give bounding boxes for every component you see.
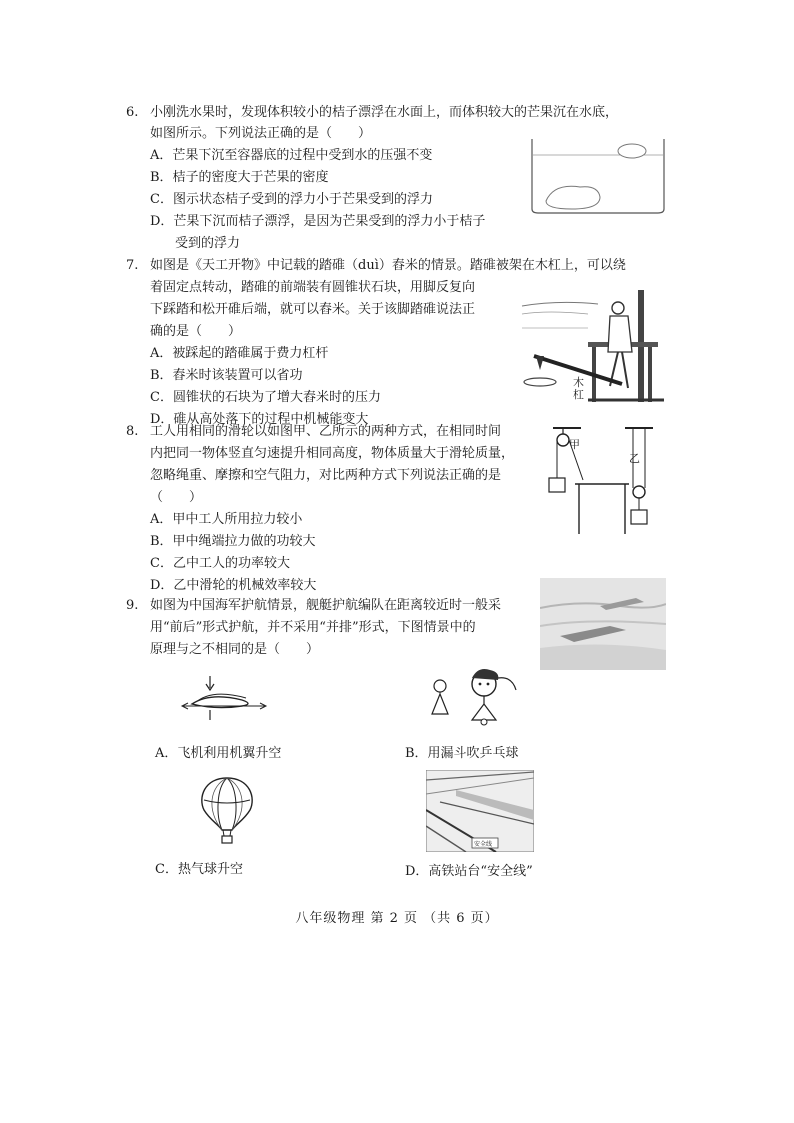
q6-option-a: A．芒果下沉至容器底的过程中受到水的压强不变 — [150, 148, 433, 163]
q9-stem-line-1: 如图为中国海军护航情景，舰艇护航编队在距离较近时一般采 — [150, 598, 502, 613]
q9-safety-line-tag: 安全线 — [474, 841, 493, 848]
q8-stem-line-2: 内把同一物体竖直匀速提升相同高度，物体质量大于滑轮质量， — [150, 446, 515, 461]
q9-option-d: D．高铁站台“安全线” — [405, 864, 533, 879]
q9-option-b: B．用漏斗吹乒乓球 — [405, 746, 519, 761]
q9-funnel-figure — [428, 664, 520, 726]
q6-stem-line-2: 如图所示。下列说法正确的是（ ） — [150, 126, 372, 141]
q7-figure-label-2: 杠 — [573, 388, 584, 401]
q6-option-b: B．桔子的密度大于芒果的密度 — [150, 170, 329, 185]
q8-option-d: D．乙中滑轮的机械效率较大 — [150, 578, 317, 593]
q7-stem-line-3: 下踩踏和松开碓后端，就可以舂米。关于该脚踏碓说法正 — [150, 302, 476, 317]
q8-label-yi: 乙 — [629, 452, 640, 465]
q9-option-c: C．热气球升空 — [155, 862, 243, 877]
q9-airfoil-figure — [180, 674, 268, 722]
q6-option-d-cont: 受到的浮力 — [175, 236, 241, 251]
q9-navy-escort-photo — [540, 578, 666, 670]
q7-figure-label-1: 木 — [573, 376, 584, 389]
q6-option-c: C．图示状态桔子受到的浮力小于芒果受到的浮力 — [150, 192, 433, 207]
q6-fruit-container-figure — [528, 135, 668, 217]
q8-stem-line-4: （ ） — [150, 490, 203, 505]
q6-number: 6. — [126, 105, 139, 120]
q8-stem-line-3: 忽略绳重、摩擦和空气阻力，对比两种方式下列说法正确的是 — [150, 468, 502, 483]
q9-number: 9. — [126, 598, 139, 613]
q7-stem-line-1: 如图是《天工开物》中记载的踏碓（duì）舂米的情景。踏碓被架在木杠上，可以绕 — [150, 258, 626, 273]
q7-option-c: C．圆锥状的石块为了增大舂米时的压力 — [150, 390, 381, 405]
q9-stem-line-3: 原理与之不相同的是（ ） — [150, 642, 320, 657]
q9-railway-platform-figure — [426, 770, 534, 852]
q8-number: 8. — [126, 424, 139, 439]
page-footer: 八年级物理 第 2 页 （共 6 页） — [295, 911, 499, 926]
q8-label-jia: 甲 — [569, 438, 580, 451]
q7-treadle-pestle-figure — [518, 284, 668, 408]
q8-pulley-figure — [545, 422, 663, 538]
q9-hot-air-balloon-figure — [196, 776, 258, 846]
q6-stem-line-1: 小刚洗水果时，发现体积较小的桔子漂浮在水面上，而体积较大的芒果沉在水底， — [150, 105, 619, 120]
q7-option-b: B．舂米时该装置可以省功 — [150, 368, 303, 383]
q7-option-a: A．被踩起的踏碓属于费力杠杆 — [150, 346, 329, 361]
q8-stem-line-1: 工人用相同的滑轮以如图甲、乙所示的两种方式，在相同时间 — [150, 424, 502, 439]
q9-stem-line-2: 用“前后”形式护航，并不采用“并排”形式，下图情景中的 — [150, 620, 476, 635]
q9-option-a: A．飞机利用机翼升空 — [155, 746, 282, 761]
q8-option-a: A．甲中工人所用拉力较小 — [150, 512, 303, 527]
q7-stem-line-4: 确的是（ ） — [150, 324, 242, 339]
q7-stem-line-2: 着固定点转动，踏碓的前端装有圆锥状石块，用脚反复向 — [150, 280, 476, 295]
q7-number: 7. — [126, 258, 139, 273]
q8-option-b: B．甲中绳端拉力做的功较大 — [150, 534, 316, 549]
q7-option-d: D．碓从高处落下的过程中机械能变大 — [150, 412, 369, 427]
q8-option-c: C．乙中工人的功率较大 — [150, 556, 290, 571]
q6-option-d: D．芒果下沉而桔子漂浮，是因为芒果受到的浮力小于桔子 — [150, 214, 486, 229]
